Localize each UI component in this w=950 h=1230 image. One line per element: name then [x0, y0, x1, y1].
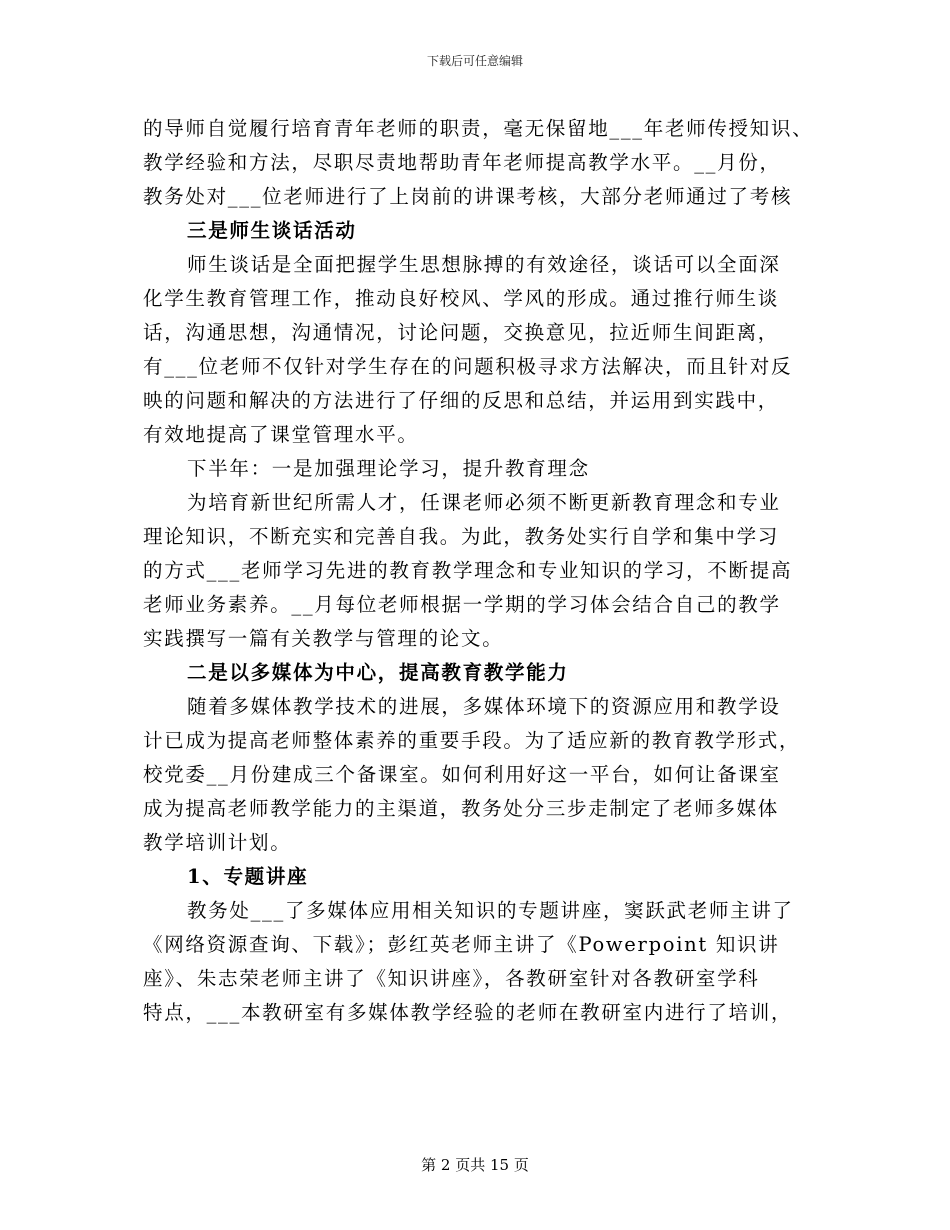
text-line: 师生谈话是全面把握学生思想脉搏的有效途径，谈话可以全面深 — [187, 253, 781, 276]
text-line: 话，沟通思想，沟通情况，讨论问题，交换意见，拉近师生间距离， — [143, 321, 780, 344]
text-line: 教务处对___位老师进行了上岗前的讲课考核，大部分老师通过了考核 — [143, 185, 793, 208]
text-line: 的导师自觉履行培育青年老师的职责，毫无保留地___年老师传授知识、 — [143, 117, 814, 140]
page-header: 下载后可任意编辑 — [426, 54, 523, 68]
text-line: 教学培训计划。 — [143, 831, 292, 854]
text-line: 有___位老师不仅针对学生存在的问题积极寻求方法解决，而且针对反 — [143, 355, 793, 378]
text-line: 有效地提高了课堂管理水平。 — [143, 423, 419, 446]
text-line: 映的问题和解决的方法进行了仔细的反思和总结，并运用到实践中， — [143, 389, 780, 412]
text-line: 理论知识，不断充实和完善自我。为此，教务处实行自学和集中学习 — [143, 525, 780, 548]
text-line: 校党委__月份建成三个备课室。如何利用好这一平台，如何让备课室 — [143, 763, 781, 786]
text-line: 成为提高老师教学能力的主渠道，教务处分三步走制定了老师多媒体 — [143, 797, 780, 820]
text-line: 随着多媒体教学技术的进展，多媒体环境下的资源应用和教学设 — [187, 695, 781, 718]
text-line: 计已成为提高老师整体素养的重要手段。为了适应新的教育教学形式， — [143, 729, 801, 752]
text-line: 教务处___了多媒体应用相关知识的专题讲座，窦跃武老师主讲了 — [187, 899, 794, 922]
text-line: 的方式___老师学习先进的教育教学理念和专业知识的学习，不断提高 — [143, 559, 793, 582]
document-body — [143, 112, 814, 1030]
text-line: 座》、朱志荣老师主讲了《知识讲座》，各教研室针对各教研室学科 — [143, 967, 760, 990]
text-line: 为培育新世纪所需人才，任课老师必须不断更新教育理念和专业 — [187, 491, 781, 514]
page-footer: 第 2 页共 15 页 — [421, 1156, 529, 1174]
text-line: 下半年：一是加强理论学习，提升教育理念 — [187, 457, 590, 480]
section-heading: 1、专题讲座 — [187, 865, 309, 888]
section-heading: 二是以多媒体为中心，提高教育教学能力 — [187, 661, 569, 684]
text-line: 实践撰写一篇有关教学与管理的论文。 — [143, 627, 504, 650]
text-line: 化学生教育管理工作，推动良好校风、学风的形成。通过推行师生谈 — [143, 287, 780, 310]
text-line: 老师业务素养。__月每位老师根据一学期的学习体会结合自己的教学 — [143, 593, 781, 616]
section-heading: 三是师生谈话活动 — [187, 219, 357, 242]
text-line: 特点，___本教研室有多媒体教学经验的老师在教研室内进行了培训， — [143, 1001, 793, 1024]
text-line: 教学经验和方法，尽职尽责地帮助青年老师提高教学水平。__月份， — [143, 151, 781, 174]
text-line: 《网络资源查询、下载》；彭红英老师主讲了《Powerpoint 知识讲 — [143, 933, 780, 956]
